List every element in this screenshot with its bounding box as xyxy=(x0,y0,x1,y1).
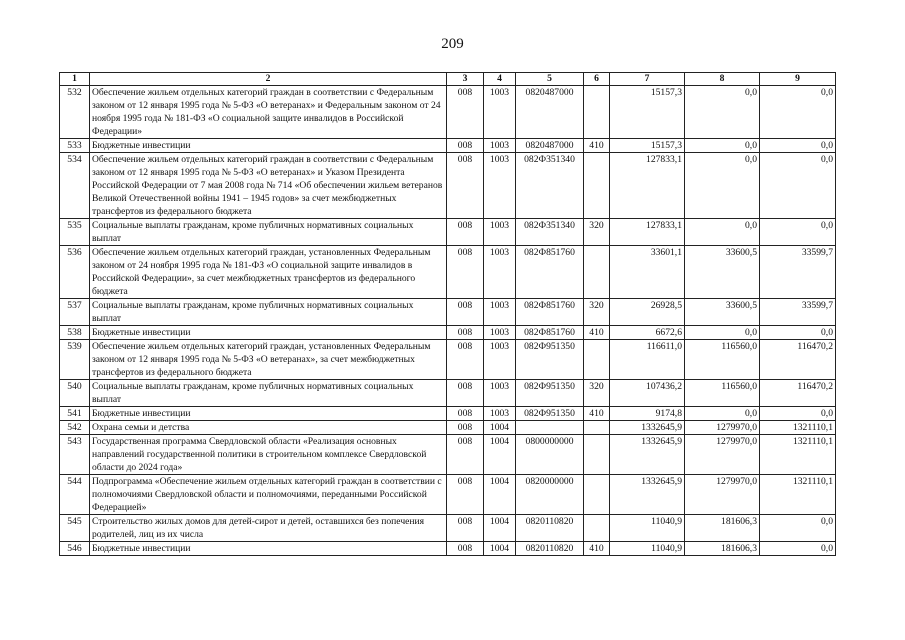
subsection-code: 1003 xyxy=(484,86,516,139)
column-header: 9 xyxy=(760,73,836,86)
amount-year-3: 1321110,1 xyxy=(760,421,836,435)
expense-kind-code: 410 xyxy=(584,139,610,153)
amount-year-3: 0,0 xyxy=(760,139,836,153)
table-row xyxy=(60,219,836,246)
table-row xyxy=(60,542,836,556)
amount-year-1: 15157,3 xyxy=(610,86,685,139)
target-item-code: 0820487000 xyxy=(516,139,584,153)
page-number: 209 xyxy=(441,36,464,52)
subsection-code: 1003 xyxy=(484,340,516,380)
amount-year-1: 15157,3 xyxy=(610,139,685,153)
subsection-code: 1003 xyxy=(484,139,516,153)
row-description: Социальные выплаты гражданам, кроме публичных нормативных социальных выплат xyxy=(90,380,447,407)
subsection-code: 1003 xyxy=(484,299,516,326)
subsection-code: 1003 xyxy=(484,246,516,299)
amount-year-3: 1321110,1 xyxy=(760,435,836,475)
table-row xyxy=(60,515,836,542)
expense-kind-code: 410 xyxy=(584,407,610,421)
row-description: Охрана семьи и детства xyxy=(90,421,447,435)
amount-year-2: 1279970,0 xyxy=(685,435,760,475)
amount-year-2: 0,0 xyxy=(685,407,760,421)
amount-year-2: 1279970,0 xyxy=(685,421,760,435)
target-item-code: 082Ф351340 xyxy=(516,219,584,246)
amount-year-2: 116560,0 xyxy=(685,340,760,380)
target-item-code: 082Ф951350 xyxy=(516,407,584,421)
expense-kind-code xyxy=(584,153,610,219)
amount-year-3: 0,0 xyxy=(760,153,836,219)
amount-year-1: 26928,5 xyxy=(610,299,685,326)
target-item-code: 082Ф951350 xyxy=(516,340,584,380)
column-header: 6 xyxy=(584,73,610,86)
amount-year-2: 33600,5 xyxy=(685,299,760,326)
row-number: 541 xyxy=(60,407,90,421)
row-description: Обеспечение жильем отдельных категорий граждан в соответствии с Федеральным законом от 12 января 1995 года № 5-ФЗ «О ветеранах» и Указом Президента Российской Федерации от 7 мая 2008 года № 714 «Об обеспечении жильем ветеранов Великой Отечественной войны 1941 – 1945 годов» за счет межбюджетных трансфертов из федерального бюджета xyxy=(90,153,447,219)
expense-kind-code xyxy=(584,475,610,515)
ministry-code: 008 xyxy=(447,299,484,326)
expense-kind-code xyxy=(584,340,610,380)
amount-year-2: 181606,3 xyxy=(685,542,760,556)
ministry-code: 008 xyxy=(447,326,484,340)
row-number: 532 xyxy=(60,86,90,139)
table-row xyxy=(60,475,836,515)
amount-year-3: 33599,7 xyxy=(760,246,836,299)
row-description: Обеспечение жильем отдельных категорий граждан, установленных Федеральным законом от 24 ноября 1995 года № 181-ФЗ «О социальной защите инвалидов в Российской Федерации», за счет межбюджетных трансфертов из федерального бюджета xyxy=(90,246,447,299)
subsection-code: 1004 xyxy=(484,542,516,556)
target-item-code: 082Ф351340 xyxy=(516,153,584,219)
row-number: 535 xyxy=(60,219,90,246)
row-description: Бюджетные инвестиции xyxy=(90,326,447,340)
target-item-code: 082Ф851760 xyxy=(516,246,584,299)
row-description: Социальные выплаты гражданам, кроме публичных нормативных социальных выплат xyxy=(90,219,447,246)
ministry-code: 008 xyxy=(447,153,484,219)
row-number: 544 xyxy=(60,475,90,515)
row-number: 533 xyxy=(60,139,90,153)
target-item-code: 0820110820 xyxy=(516,515,584,542)
table-row xyxy=(60,86,836,139)
row-description: Социальные выплаты гражданам, кроме публичных нормативных социальных выплат xyxy=(90,299,447,326)
amount-year-1: 33601,1 xyxy=(610,246,685,299)
expense-kind-code: 320 xyxy=(584,299,610,326)
table-row xyxy=(60,435,836,475)
table-row xyxy=(60,326,836,340)
amount-year-3: 33599,7 xyxy=(760,299,836,326)
amount-year-3: 0,0 xyxy=(760,407,836,421)
row-number: 540 xyxy=(60,380,90,407)
row-description: Бюджетные инвестиции xyxy=(90,139,447,153)
row-description: Государственная программа Свердловской области «Реализация основных направлений государственной политики в строительном комплексе Свердловской области до 2024 года» xyxy=(90,435,447,475)
table-row xyxy=(60,421,836,435)
row-description: Бюджетные инвестиции xyxy=(90,407,447,421)
amount-year-1: 1332645,9 xyxy=(610,475,685,515)
ministry-code: 008 xyxy=(447,421,484,435)
expense-kind-code xyxy=(584,246,610,299)
target-item-code: 0820487000 xyxy=(516,86,584,139)
ministry-code: 008 xyxy=(447,219,484,246)
expense-kind-code: 410 xyxy=(584,542,610,556)
amount-year-3: 0,0 xyxy=(760,219,836,246)
amount-year-2: 0,0 xyxy=(685,139,760,153)
table-row xyxy=(60,407,836,421)
table-row xyxy=(60,139,836,153)
row-description: Подпрограмма «Обеспечение жильем отдельных категорий граждан в соответствии с полномочиями Свердловской области и полномочиями, переданными Российской Федерацией» xyxy=(90,475,447,515)
amount-year-1: 6672,6 xyxy=(610,326,685,340)
table-row xyxy=(60,246,836,299)
ministry-code: 008 xyxy=(447,435,484,475)
row-number: 546 xyxy=(60,542,90,556)
column-header: 2 xyxy=(90,73,447,86)
ministry-code: 008 xyxy=(447,542,484,556)
expense-kind-code xyxy=(584,86,610,139)
ministry-code: 008 xyxy=(447,139,484,153)
row-number: 539 xyxy=(60,340,90,380)
expense-kind-code xyxy=(584,421,610,435)
amount-year-2: 1279970,0 xyxy=(685,475,760,515)
amount-year-2: 33600,5 xyxy=(685,246,760,299)
target-item-code: 082Ф851760 xyxy=(516,326,584,340)
table-body xyxy=(60,86,836,556)
amount-year-1: 11040,9 xyxy=(610,542,685,556)
target-item-code: 082Ф951350 xyxy=(516,380,584,407)
amount-year-3: 0,0 xyxy=(760,515,836,542)
row-number: 536 xyxy=(60,246,90,299)
ministry-code: 008 xyxy=(447,340,484,380)
ministry-code: 008 xyxy=(447,380,484,407)
amount-year-3: 0,0 xyxy=(760,86,836,139)
amount-year-1: 11040,9 xyxy=(610,515,685,542)
column-header: 5 xyxy=(516,73,584,86)
amount-year-1: 1332645,9 xyxy=(610,421,685,435)
target-item-code: 0820110820 xyxy=(516,542,584,556)
subsection-code: 1004 xyxy=(484,515,516,542)
amount-year-2: 0,0 xyxy=(685,86,760,139)
subsection-code: 1003 xyxy=(484,153,516,219)
column-header: 4 xyxy=(484,73,516,86)
table-row xyxy=(60,153,836,219)
expense-kind-code xyxy=(584,515,610,542)
row-description: Строительство жилых домов для детей-сирот и детей, оставшихся без попечения родителей, лиц из их числа xyxy=(90,515,447,542)
target-item-code: 0800000000 xyxy=(516,435,584,475)
ministry-code: 008 xyxy=(447,515,484,542)
target-item-code: 0820000000 xyxy=(516,475,584,515)
expense-kind-code: 410 xyxy=(584,326,610,340)
row-number: 538 xyxy=(60,326,90,340)
table-row xyxy=(60,299,836,326)
table-row xyxy=(60,380,836,407)
row-description: Бюджетные инвестиции xyxy=(90,542,447,556)
target-item-code: 082Ф851760 xyxy=(516,299,584,326)
amount-year-2: 0,0 xyxy=(685,153,760,219)
column-header: 3 xyxy=(447,73,484,86)
subsection-code: 1004 xyxy=(484,475,516,515)
expense-kind-code: 320 xyxy=(584,219,610,246)
row-number: 545 xyxy=(60,515,90,542)
amount-year-3: 0,0 xyxy=(760,542,836,556)
amount-year-1: 116611,0 xyxy=(610,340,685,380)
expense-kind-code: 320 xyxy=(584,380,610,407)
ministry-code: 008 xyxy=(447,86,484,139)
row-number: 537 xyxy=(60,299,90,326)
ministry-code: 008 xyxy=(447,246,484,299)
row-description: Обеспечение жильем отдельных категорий граждан, установленных Федеральным законом от 12 января 1995 года № 5-ФЗ «О ветеранах», за счет межбюджетных трансфертов из федерального бюджета xyxy=(90,340,447,380)
ministry-code: 008 xyxy=(447,475,484,515)
budget-table xyxy=(59,72,836,556)
amount-year-2: 181606,3 xyxy=(685,515,760,542)
row-description: Обеспечение жильем отдельных категорий граждан в соответствии с Федеральным законом от 12 января 1995 года № 5-ФЗ «О ветеранах» и Федеральным законом от 24 ноября 1995 года № 181-ФЗ «О социальной защите инвалидов в Российской Федерации» xyxy=(90,86,447,139)
amount-year-1: 127833,1 xyxy=(610,219,685,246)
amount-year-1: 1332645,9 xyxy=(610,435,685,475)
target-item-code xyxy=(516,421,584,435)
row-number: 543 xyxy=(60,435,90,475)
ministry-code: 008 xyxy=(447,407,484,421)
table-row xyxy=(60,340,836,380)
subsection-code: 1003 xyxy=(484,380,516,407)
amount-year-1: 107436,2 xyxy=(610,380,685,407)
amount-year-3: 116470,2 xyxy=(760,380,836,407)
amount-year-2: 0,0 xyxy=(685,326,760,340)
subsection-code: 1003 xyxy=(484,326,516,340)
column-header: 7 xyxy=(610,73,685,86)
subsection-code: 1003 xyxy=(484,407,516,421)
amount-year-2: 116560,0 xyxy=(685,380,760,407)
amount-year-3: 116470,2 xyxy=(760,340,836,380)
subsection-code: 1004 xyxy=(484,435,516,475)
amount-year-1: 9174,8 xyxy=(610,407,685,421)
row-number: 542 xyxy=(60,421,90,435)
amount-year-1: 127833,1 xyxy=(610,153,685,219)
amount-year-3: 1321110,1 xyxy=(760,475,836,515)
row-number: 534 xyxy=(60,153,90,219)
subsection-code: 1003 xyxy=(484,219,516,246)
column-header: 8 xyxy=(685,73,760,86)
amount-year-3: 0,0 xyxy=(760,326,836,340)
subsection-code: 1004 xyxy=(484,421,516,435)
expense-kind-code xyxy=(584,435,610,475)
table-header-row xyxy=(60,73,836,86)
amount-year-2: 0,0 xyxy=(685,219,760,246)
column-header: 1 xyxy=(60,73,90,86)
